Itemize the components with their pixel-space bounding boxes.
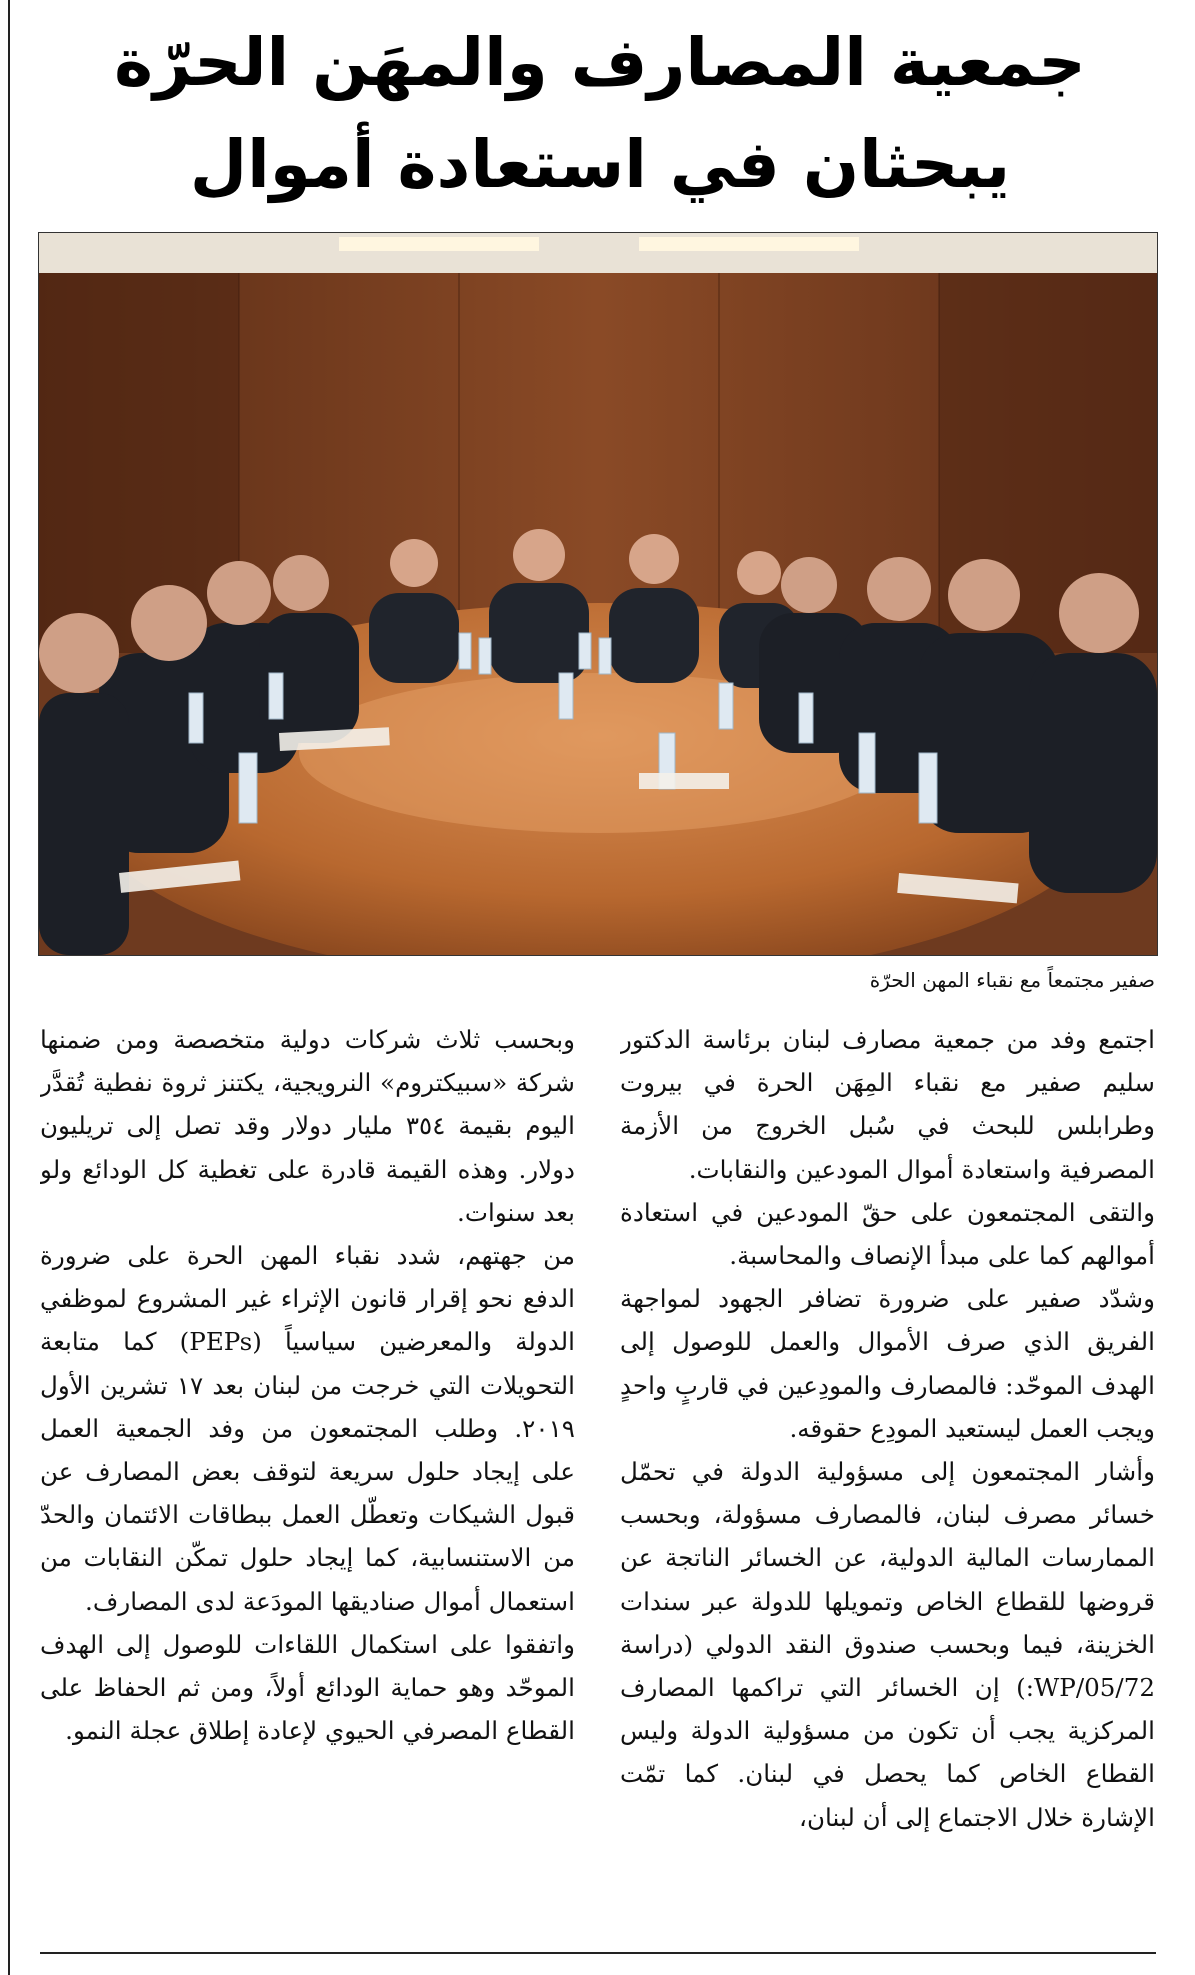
meeting-photo (38, 232, 1158, 956)
bottom-divider (40, 1952, 1156, 1954)
paragraph: وشدّد صفير على ضرورة تضافر الجهود لمواجهة الفريق الذي صرف الأموال والعمل للوصول إلى الهدف الموحّد: فالمصارف والمودِعين في قاربٍ واحدٍ ويجب العمل ليستعيد المودِع حقوقه. (620, 1284, 1155, 1443)
paragraph: من جهتهم، شدد نقباء المهن الحرة على ضرورة الدفع نحو إقرار قانون الإثراء غير المشروع لموظفي الدولة والمعرضين سياسياً (PEPs) كما متابعة التحويلات التي خرجت من لبنان بعد ١٧ تشرين الأول ٢٠١٩. وطلب المجتمعون من وفد الجمعية العمل على إيجاد حلول سريعة لتوقف بعض المصارف عن قبول الشيكات وتعطّل العمل ببطاقات الائتمان والحدّ من الاستنسابية، كما إيجاد حلول تمكّن النقابات من استعمال أموال صناديقها المودَعة لدى المصارف. (40, 1241, 575, 1616)
paragraph: وبحسب ثلاث شركات دولية متخصصة ومن ضمنها شركة «سبيكتروم» النرويجية، يكتنز ثروة نفطية تُقدَّر اليوم بقيمة ٣٥٤ مليار دولار وقد تصل إلى تريليون دولار. وهذه القيمة قادرة على تغطية كل الودائع ولو بعد سنوات. (40, 1025, 575, 1227)
headline-line-2: يبحثان في استعادة أموال (189, 126, 1011, 203)
page-edge-rule (8, 0, 10, 1975)
article-column-left (40, 1018, 575, 1940)
headline-line-1: جمعية المصارف والمهَن الحرّة (114, 24, 1086, 101)
paragraph: والتقى المجتمعون على حقّ المودعين في استعادة أموالهم كما على مبدأ الإنصاف والمحاسبة. (620, 1197, 1155, 1271)
paragraph: واتفقوا على استكمال اللقاءات للوصول إلى الهدف الموحّد وهو حماية الودائع أولاً، ومن ثم الحفاظ على القطاع المصرفي الحيوي لإعادة إطلاق عجلة النمو. (40, 1629, 575, 1746)
paragraph: وأشار المجتمعون إلى مسؤولية الدولة في تحمّل خسائر مصرف لبنان، فالمصارف مسؤولة، وبحسب الممارسات المالية الدولية، عن الخسائر الناتجة عن قروضها للقطاع الخاص وتمويلها للدولة عبر سندات الخزينة، فيما وبحسب صندوق النقد الدولي (دراسة WP/05/72:) إن الخسائر التي تراكمها المصارف المركزية يجب أن تكون من مسؤولية الدولة وليس القطاع الخاص كما يحصل في لبنان. كما تمّت الإشارة خلال الاجتماع إلى أن لبنان، (620, 1457, 1155, 1832)
photo-caption: صفير مجتمعاً مع نقباء المهن الحرّة (869, 968, 1155, 992)
article-column-right (620, 1018, 1155, 1940)
paragraph: اجتمع وفد من جمعية مصارف لبنان برئاسة الدكتور سليم صفير مع نقباء المِهَن الحرة في بيروت وطرابلس للبحث في سُبل الخروج من الأزمة المصرفية واستعادة أموال المودعين والنقابات. (620, 1025, 1155, 1184)
